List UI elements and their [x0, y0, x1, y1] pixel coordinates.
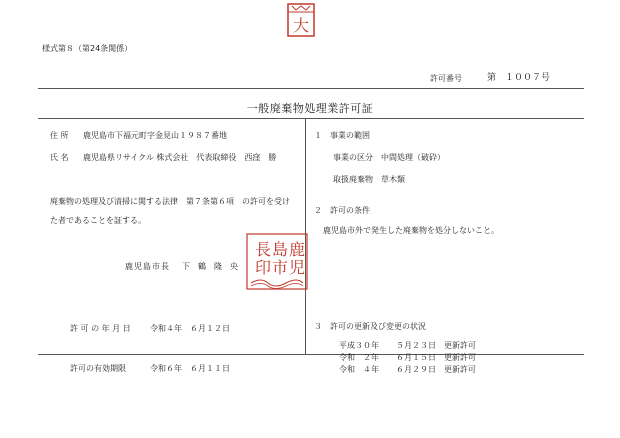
history-date: ５月２３日 [396, 341, 436, 350]
conditions-text: 鹿児島市外で発生した廃棄物を処分しないこと。 [323, 226, 499, 235]
permit-date-value: 令和４年 ６月１２日 [150, 324, 230, 333]
mayor-name: 下 鶴 隆 央 [182, 262, 238, 271]
permit-date-label: 許 可 の 年 月 日 [70, 324, 131, 333]
title-rule [38, 118, 584, 119]
history-era: 令和 ２年 [339, 353, 379, 362]
history-era: 平成３０年 [339, 341, 379, 350]
history-heading: ３ 許可の更新及び変更の状況 [314, 322, 426, 331]
statement-line-2: た者であることを証する。 [50, 216, 146, 225]
waste-type: 取扱廃棄物 草木類 [333, 175, 405, 184]
statement-line-1: 廃棄物の処理及び清掃に関する法律 第７条第６項 の許可を受け [50, 197, 290, 206]
svg-text:児: 児 [289, 258, 306, 277]
business-category: 事業の区分 中間処理（破砕） [333, 153, 445, 162]
document-title: 一般廃棄物処理業許可証 [246, 102, 374, 115]
mayor-title: 鹿児島市長 [125, 262, 170, 271]
conditions-heading: ２ 許可の条件 [314, 206, 370, 215]
permit-number-value: 第 １００７号 [487, 73, 551, 83]
svg-text:長: 長 [255, 240, 272, 259]
history-action: 更新許可 [444, 365, 476, 374]
name-label: 氏 名 [50, 153, 69, 162]
svg-text:印: 印 [255, 258, 272, 277]
validity-value: 令和６年 ６月１１日 [150, 364, 230, 373]
history-action: 更新許可 [444, 353, 476, 362]
top-rule [38, 88, 584, 89]
official-seal-icon [246, 233, 308, 290]
permit-number-label: 許可番号 [430, 74, 462, 83]
history-era: 令和 ４年 [339, 365, 379, 374]
history-action: 更新許可 [444, 341, 476, 350]
bottom-rule [38, 354, 584, 355]
institution-logo-icon [286, 2, 316, 38]
form-number: 様式第８（第24条関係） [42, 44, 133, 53]
svg-text:島: 島 [272, 240, 289, 259]
name-value: 鹿児島県リサイクル 株式会社 代表取締役 西窪 勝 [83, 153, 277, 162]
address-value: 鹿児島市下福元町字金見山１９８７番地 [83, 131, 227, 140]
svg-text:鹿: 鹿 [289, 240, 306, 259]
address-label: 住 所 [50, 131, 69, 140]
validity-label: 許可の有効期限 [70, 364, 126, 373]
scope-heading: １ 事業の範囲 [314, 131, 370, 140]
history-date: ６月２９日 [396, 365, 436, 374]
logo-text: 大 [292, 16, 310, 35]
svg-text:市: 市 [272, 258, 289, 277]
history-date: ６月１５日 [396, 353, 436, 362]
